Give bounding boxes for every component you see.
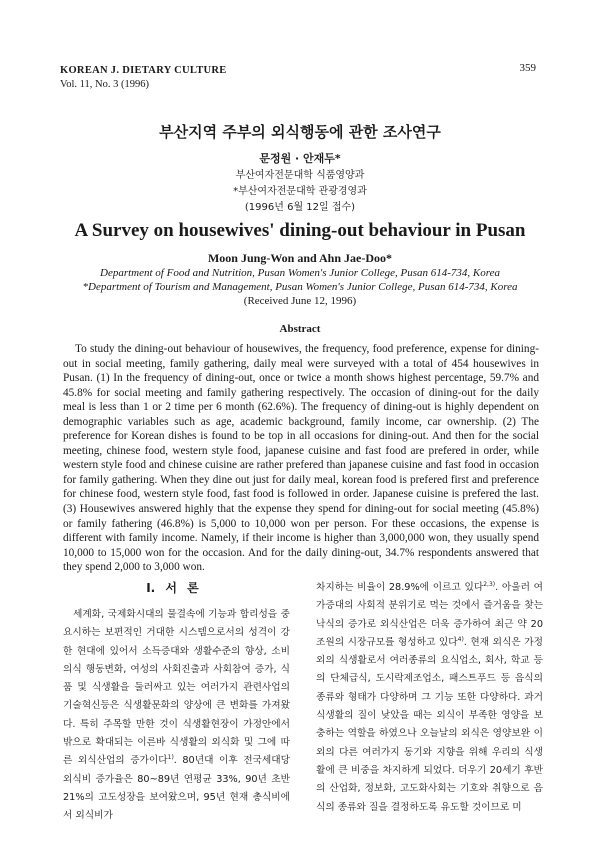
body-right-text-final: . 현재 외식은 가정외의 식생활로서 여러종류의 요식업소, 회사, 학교 등의 단체급식, 도시락제조업소, 패스트푸드 등 음식의 종류와 형태가 다양하며 그 기능 또한 다양하다. 과거 식생활의 질이 낮았을 때는 외식이 부족한 영양을 보충하는 역할을 하였으나 오늘날의 외식은 영양보완 이외의 다른 여러가지 동기와 지향을 위해 우리의 식생활에 큰 비중을 차지하게 되었다. 더우기 20세기 후반의 산업화, 정보화, 고도화사회는 기호와 취향으로 음식의 종류와 질을 결정하도록 유도할 것이므로 미	[316, 636, 543, 813]
korean-affiliation-2: *부산여자전문대학 관광경영과	[233, 186, 367, 197]
abstract-text: To study the dining-out behaviour of housewives, the frequency, food preference, expense for dining-out in social meeting, family gathering, daily meal were surveyed with a total of 454 housewives in Pusan. (1) In the frequency of dining-out, once or twice a month shows highest percentage, 59.7% and 45.8% for social meeting and family gathering respectively. The occasion of dining-out for the daily meal is less than 1 or 2 time per 6 month (62.6%). The frequency of dining-out is highly dependent on demographic variables such as age, academic background, family income, car ownership. (2) The preference for Korean dishes is found to be top in all occasions for dining-out. And then for the social meeting, chinese food, western style food, japanese cuisine and fast food are prefered in order, while western style food and chinese cuisine are rather prefered than japanese cuisine and fast food in occasion for family gathering. When they dine out just for daily meal, korean food is prefered first and preference for chinese food, western style food, fast food is followed in order. Japanese cuisine is prefered the last. (3) Housewives answered highly that the expense they spend for dining-out for social meeting (45.8%) or family fathering (46.8%) is 5,000 to 10,000 won per person. For these occasions, the expense is different with family income. Namely, if their income is higher than 3,000,000 won, they usually spend 10,000 to 15,000 won for the occasion. And for the daily dining-out, 34.7% respondents answered that they spend 2,000 to 3,000 won.	[63, 343, 539, 574]
english-title: A Survey on housewives' dining-out behaviour in Pusan	[74, 220, 526, 241]
english-affiliation-2: *Department of Tourism and Management, Pusan Women's Junior College, Pusan 614-734, Korea	[82, 281, 518, 293]
section-heading-introduction: I. 서 론	[146, 581, 199, 595]
korean-affiliations	[0, 168, 600, 216]
korean-affiliation-1: 부산여자전문대학 식품영양과	[235, 170, 365, 181]
body-column-right	[316, 579, 543, 817]
english-authors: Moon Jung-Won and Ahn Jae-Doo*	[207, 251, 393, 265]
english-affiliations	[0, 266, 600, 308]
english-affiliation-1: Department of Food and Nutrition, Pusan Women's Junior College, Pusan 614-734, Korea	[100, 267, 500, 279]
body-right-text-continued: . 아울러 여가증대의 사회적 분위기로 먹는 것에서 즐거움을 찾는 낙식의 증가로 외식산업은 더욱 증가하여 최근 약 20조원의 시장규모를 형성하고 있다	[316, 582, 544, 648]
journal-header	[60, 64, 227, 92]
body-left-text-continued: . 80년대 이후 전국세대당 외식비 증가율은 80~89년 연평균 33%, 90년 초반 21%의 고도성장을 보여왔으며, 95년 현재 총식비에서 외식비가	[63, 755, 290, 822]
citation-ref: 1)	[167, 754, 174, 762]
body-right-text: 차지하는 비율이 28.9%에 이르고 있다	[316, 582, 484, 593]
body-left-text: 세계화, 국제화시대의 물결속에 기능과 합리성을 중요시하는 보편적인 거대한 시스템으로서의 성격이 강한 현대에 있어서 소득증대와 생활수준의 향상, 소비의식 행동변화, 여성의 사회진출과 사회참여 증가, 식품 및 식생활을 둘러싸고 있는 여러가지 관련사업의 기술혁신등은 식생활문화의 양상에 큰 변화를 가져왔다. 특히 주목할 만한 것이 식생활현장이 가정안에서 밖으로 확대되는 이른바 식생활의 외식화 및 그에 따른 외식산업의 증가이다	[63, 609, 290, 767]
citation-ref: 2,3)	[483, 580, 496, 588]
journal-title: KOREAN J. DIETARY CULTURE	[60, 65, 227, 76]
korean-received-date: (1996년 6월 12일 접수)	[244, 202, 356, 213]
korean-title: 부산지역 주부의 외식행동에 관한 조사연구	[159, 123, 441, 141]
page-number: 359	[519, 62, 536, 74]
korean-authors: 문정원 · 안재두*	[259, 152, 341, 165]
body-column-left	[63, 606, 290, 826]
journal-volume: Vol. 11, No. 3 (1996)	[60, 79, 149, 90]
citation-ref: 4)	[457, 635, 464, 643]
english-received-date: (Received June 12, 1996)	[243, 295, 357, 307]
abstract-heading: Abstract	[279, 323, 321, 335]
